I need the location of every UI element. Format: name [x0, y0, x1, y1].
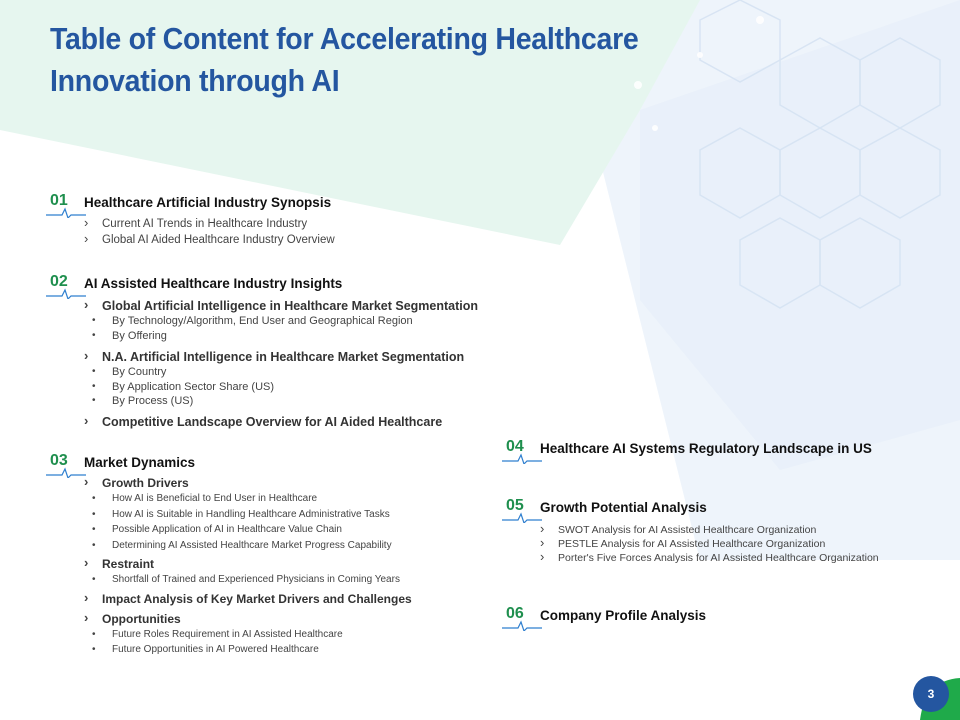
list-item: › SWOT Analysis for AI Assisted Healthcare Organization: [540, 523, 879, 537]
bullet-item: • Future Opportunities in AI Powered Healthcare: [84, 642, 412, 658]
section-number: 02: [50, 273, 68, 290]
page-number-badge: 3: [913, 676, 949, 712]
list-item: › Impact Analysis of Key Market Drivers and Challenges: [84, 591, 412, 607]
pulse-icon: [502, 452, 542, 464]
bullet-item: • By Country: [84, 365, 478, 380]
list-item: › N.A. Artificial Intelligence in Healthcare Market Segmentation: [84, 349, 478, 365]
pulse-icon: [46, 466, 86, 478]
section-number: 05: [506, 497, 524, 514]
section-items: [84, 475, 412, 658]
section-heading: Healthcare AI Systems Regulatory Landscape in US: [540, 441, 872, 456]
section-heading: Market Dynamics: [84, 455, 196, 470]
section-items: [84, 298, 478, 430]
section-heading: Growth Potential Analysis: [540, 500, 707, 515]
pulse-icon: [46, 206, 86, 218]
list-item: › Growth Drivers: [84, 475, 412, 491]
pulse-icon: [502, 619, 542, 631]
list-item: › Global Artificial Intelligence in Healthcare Market Segmentation: [84, 298, 478, 314]
bullet-item: • Possible Application of AI in Healthcare Value Chain: [84, 522, 412, 538]
section-number: 06: [506, 605, 524, 622]
pulse-icon: [502, 511, 542, 523]
bullet-item: • By Technology/Algorithm, End User and Geographical Region: [84, 314, 478, 329]
bullet-item: • Shortfall of Trained and Experienced Physicians in Coming Years: [84, 572, 412, 588]
section-number: 04: [506, 438, 524, 455]
list-item: › Restraint: [84, 556, 412, 572]
section-heading: Company Profile Analysis: [540, 608, 707, 623]
section-items: [84, 216, 335, 248]
list-item: › Competitive Landscape Overview for AI Aided Healthcare: [84, 414, 478, 430]
section-number: 03: [50, 452, 68, 469]
bullet-item: • By Process (US): [84, 394, 478, 409]
section-heading: AI Assisted Healthcare Industry Insights: [84, 276, 343, 291]
section-items: [540, 523, 879, 565]
bullet-item: • How AI is Beneficial to End User in Healthcare: [84, 491, 412, 507]
bullet-item: • Future Roles Requirement in AI Assisted Healthcare: [84, 627, 412, 643]
bullet-item: • By Offering: [84, 329, 478, 344]
section-number: 01: [50, 192, 68, 209]
bullet-item: • How AI is Suitable in Handling Healthcare Administrative Tasks: [84, 507, 412, 523]
list-item: › Porter's Five Forces Analysis for AI Assisted Healthcare Organization: [540, 551, 879, 565]
list-item: › Opportunities: [84, 611, 412, 627]
page-title: Table of Content for Accelerating Healthcare Innovation through AI: [50, 21, 639, 98]
section-heading: Healthcare Artificial Industry Synopsis: [84, 195, 332, 210]
list-item: › Global AI Aided Healthcare Industry Overview: [84, 232, 335, 248]
list-item: › PESTLE Analysis for AI Assisted Healthcare Organization: [540, 537, 879, 551]
list-item: › Current AI Trends in Healthcare Industry: [84, 216, 335, 232]
pulse-icon: [46, 287, 86, 299]
bullet-item: • Determining AI Assisted Healthcare Market Progress Capability: [84, 538, 412, 554]
bullet-item: • By Application Sector Share (US): [84, 380, 478, 395]
